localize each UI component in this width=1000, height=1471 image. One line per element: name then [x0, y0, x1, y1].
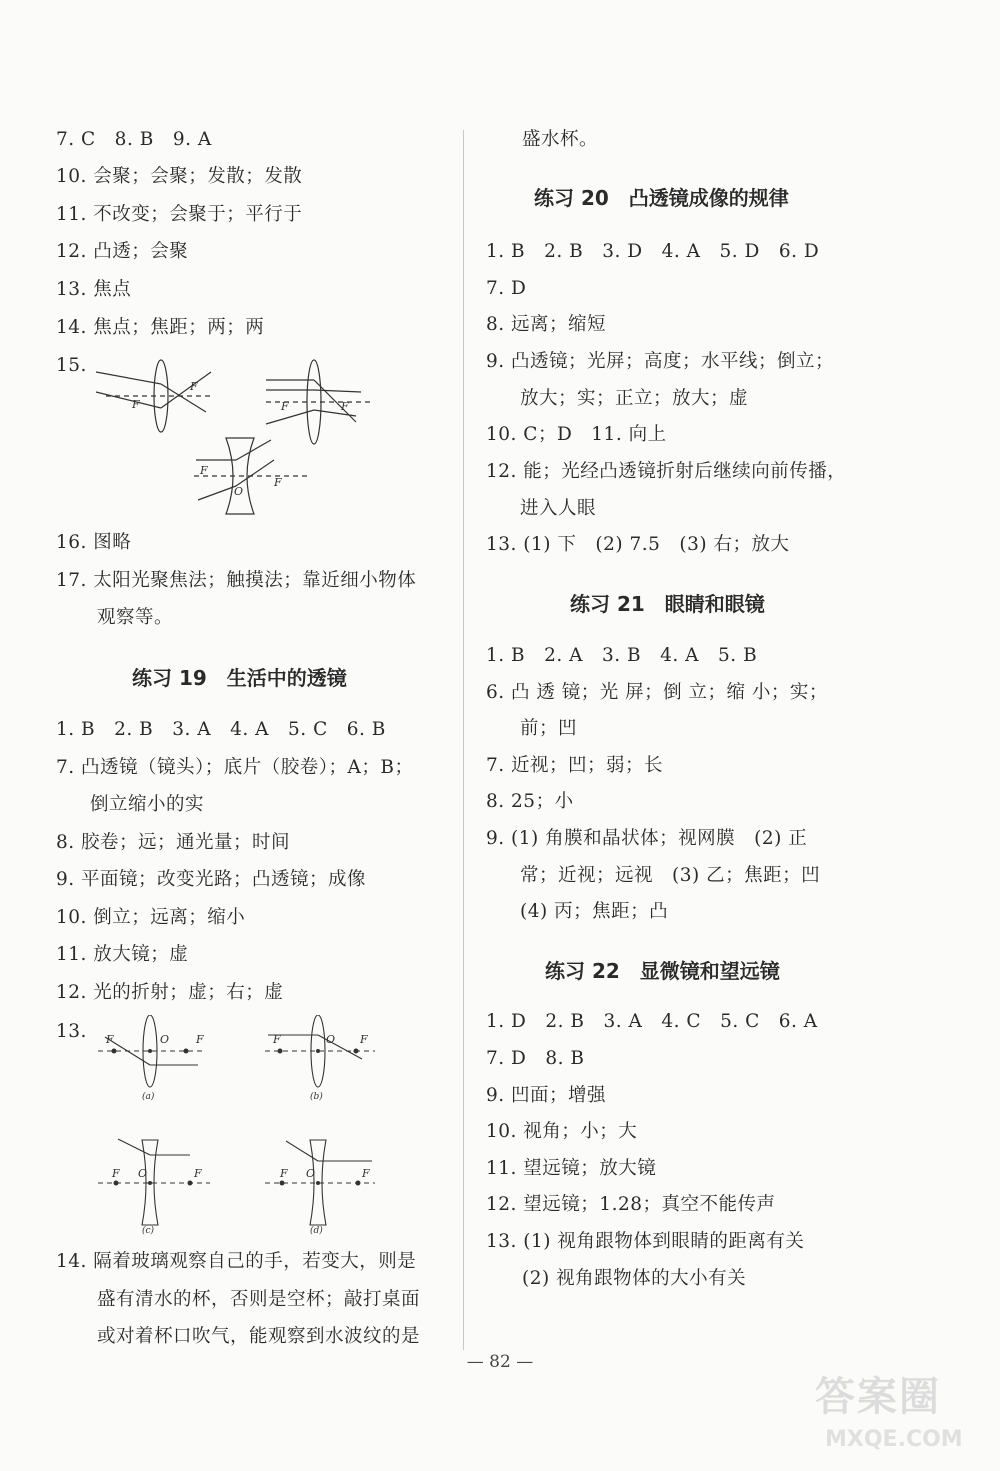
focus-label: F — [273, 1033, 281, 1046]
diagram-caption: (c) — [142, 1226, 155, 1235]
focus-label: F — [362, 1167, 370, 1180]
focus-label: F — [280, 1167, 288, 1180]
section-heading: 练习 22 显微镜和望远镜 — [545, 959, 780, 983]
answer-line: 进入人眼 — [520, 498, 597, 519]
q15-ray-diagrams — [86, 350, 466, 520]
watermark — [815, 1365, 995, 1465]
answer-line: 7. D 8. B — [486, 1048, 585, 1069]
diagram-caption: (d) — [310, 1226, 323, 1235]
answer-line: 7. 近视；凹；弱；长 — [486, 755, 664, 776]
question-label: 15. — [56, 355, 87, 376]
focus-label: F — [281, 400, 289, 413]
answer-line: 14. 焦点；焦距；两；两 — [56, 317, 265, 338]
answer-line: 前；凹 — [520, 718, 578, 739]
answer-line: 盛水杯。 — [522, 129, 599, 150]
focus-label: F — [190, 380, 198, 393]
answer-line: 12. 能；光经凸透镜折射后继续向前传播， — [486, 461, 847, 482]
answer-line: 8. 25；小 — [486, 791, 574, 812]
answer-line: 放大；实；正立；放大；虚 — [520, 388, 749, 409]
center-label: O — [326, 1033, 336, 1046]
q13-ray-diagrams — [90, 1015, 390, 1235]
section-heading: 练习 20 凸透镜成像的规律 — [534, 186, 789, 210]
center-label: O — [138, 1167, 148, 1180]
answer-line: 或对着杯口吹气，能观察到水波纹的是 — [97, 1326, 421, 1347]
answer-line: 11. 放大镜；虚 — [56, 944, 189, 965]
focus-label: F — [360, 1033, 368, 1046]
focus-label: F — [132, 398, 140, 411]
watermark-logo: 答案圈 — [815, 1374, 941, 1420]
section-heading: 练习 19 生活中的透镜 — [132, 666, 347, 690]
answer-line: 12. 光的折射；虚；右；虚 — [56, 982, 284, 1003]
watermark-url: MXQE.COM — [825, 1427, 963, 1452]
focus-label: F — [194, 1167, 202, 1180]
answer-line: 12. 望远镜；1.28；真空不能传声 — [486, 1194, 776, 1215]
answer-line: 7. C 8. B 9. A — [56, 129, 212, 150]
answer-line: 13. 焦点 — [56, 279, 132, 300]
answer-line: 7. D — [486, 278, 527, 299]
answer-line: 12. 凸透；会聚 — [56, 241, 189, 262]
center-label: O — [160, 1033, 170, 1046]
answer-line: 13. (1) 视角跟物体到眼睛的距离有关 — [486, 1231, 805, 1252]
answer-line: 17. 太阳光聚焦法；触摸法；靠近细小物体 — [56, 570, 417, 591]
answer-line: 16. 图略 — [56, 532, 132, 553]
answer-line: 11. 望远镜；放大镜 — [486, 1158, 657, 1179]
diagram-caption: (b) — [310, 1092, 323, 1102]
focus-label: F — [106, 1033, 114, 1046]
answer-line: 倒立缩小的实 — [90, 794, 205, 815]
answer-line: 10. 倒立；远离；缩小 — [56, 907, 246, 928]
answer-line: 1. D 2. B 3. A 4. C 5. C 6. A — [486, 1011, 818, 1032]
center-label: O — [234, 485, 244, 498]
answer-line: 常；近视；远视 (3) 乙；焦距；凹 — [520, 865, 821, 886]
answer-line: 10. C；D 11. 向上 — [486, 424, 667, 445]
answer-line: 9. (1) 角膜和晶状体；视网膜 (2) 正 — [486, 828, 808, 849]
answer-line: 6. 凸 透 镜；光 屏；倒 立；缩 小；实； — [486, 682, 828, 703]
center-label: O — [306, 1167, 316, 1180]
focus-label: F — [196, 1033, 204, 1046]
answer-line: 8. 胶卷；远；通光量；时间 — [56, 832, 291, 853]
answer-line: 观察等。 — [97, 607, 174, 628]
focus-label: F — [112, 1167, 120, 1180]
answer-line: 1. B 2. B 3. A 4. A 5. C 6. B — [56, 719, 386, 740]
answer-line: 14. 隔着玻璃观察自己的手，若变大，则是 — [56, 1251, 417, 1272]
answer-line: 9. 凸透镜；光屏；高度；水平线；倒立； — [486, 351, 835, 372]
answer-line: 10. 视角；小；大 — [486, 1121, 638, 1142]
diagram-caption: (a) — [142, 1092, 155, 1102]
question-label: 13. — [56, 1021, 87, 1042]
focus-label: F — [341, 400, 349, 413]
answer-line: 9. 平面镜；改变光路；凸透镜；成像 — [56, 869, 367, 890]
focus-label: F — [200, 464, 208, 477]
answer-line: (2) 视角跟物体的大小有关 — [522, 1268, 747, 1289]
answer-line: (4) 丙；焦距；凸 — [520, 901, 669, 922]
answer-line: 9. 凹面；增强 — [486, 1085, 607, 1106]
answer-line: 1. B 2. A 3. B 4. A 5. B — [486, 645, 758, 666]
focus-label: F — [274, 476, 282, 489]
answer-line: 13. (1) 下 (2) 7.5 (3) 右；放大 — [486, 534, 790, 555]
column-divider — [463, 130, 464, 1350]
page-number: — 82 — — [466, 1352, 534, 1372]
answer-line: 7. 凸透镜（镜头）；底片（胶卷）；A；B； — [56, 757, 414, 778]
answer-line: 10. 会聚；会聚；发散；发散 — [56, 166, 303, 187]
answer-line: 盛有清水的杯，否则是空杯；敲打桌面 — [97, 1289, 421, 1310]
answer-line: 1. B 2. B 3. D 4. A 5. D 6. D — [486, 241, 820, 262]
answer-line: 11. 不改变；会聚于；平行于 — [56, 204, 303, 225]
answer-line: 8. 远离；缩短 — [486, 314, 607, 335]
section-heading: 练习 21 眼睛和眼镜 — [570, 592, 765, 616]
